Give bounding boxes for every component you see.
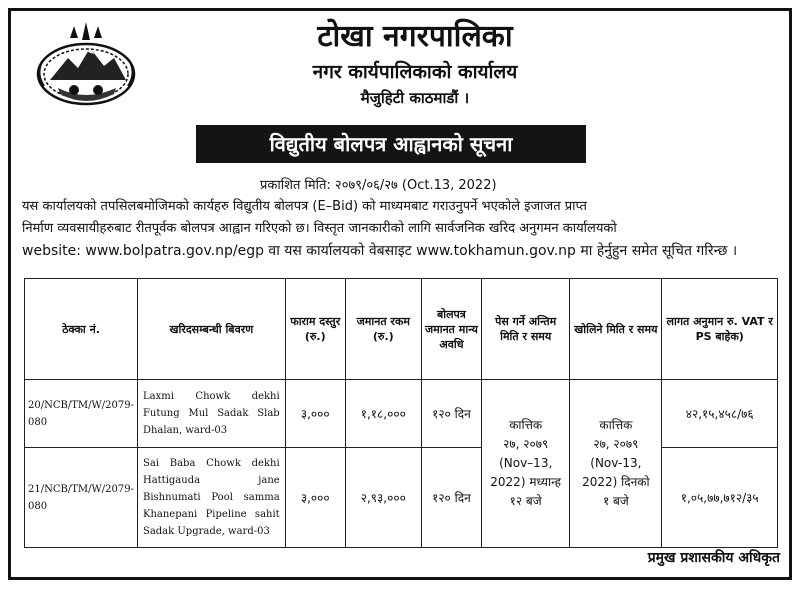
header-opening: खोलिने मिति र समय [570,279,662,380]
header-estimate: लागत अनुमान रु. VAT र PS बाहेक) [662,279,778,380]
nepal-government-emblem-icon [30,18,142,116]
opening-line: 2022) दिनको [582,475,650,489]
table-row [25,448,778,548]
cell-form-fee: ३,००० [285,448,345,548]
paragraph-line-3: website: www.bolpatra.gov.np/egp वा यस कार्यालयको वेबसाइट www.tokhamun.gov.np मा हेर्नुहुन समेत सूचित गरिन्छ । [22,243,738,259]
table-header-row [25,279,778,380]
municipality-title: टोखा नगरपालिका [317,19,513,54]
cell-deposit: २,९३,००० [345,448,421,548]
header-submission: पेस गर्ने अन्तिम मिति र समय [482,279,570,380]
cell-form-fee: ३,००० [285,380,345,448]
paragraph-line-1: यस कार्यालयको तपसिलबमोजिमको कार्यहरु विद्युतीय बोलपत्र (E–Bid) को माध्यमबाट गराउनुपर्ने भएकोले इजाजत प्राप्त [22,199,587,214]
notice-paragraph [22,196,782,262]
header-contract-no: ठेक्का नं. [25,279,138,380]
cell-contract-no: 21/NCB/TM/W/2079-080 [25,448,138,548]
published-date: प्रकाशित मिति: २०७९/०६/२७ (Oct.13, 2022) [260,178,497,193]
header-description: खरिदसम्बन्धी बिवरण [137,279,285,380]
tender-table [24,278,778,548]
header-form-fee: फाराम दस्तुर (रु.) [285,279,345,380]
notice-banner: विद्युतीय बोलपत्र आह्वानको सूचना [196,125,586,163]
cell-submission [482,380,570,548]
cell-description: Laxmi Chowk dekhi Futung Mul Sadak Slab Dhalan, ward-03 [137,380,285,448]
cell-validity: १२० दिन [421,380,481,448]
cell-contract-no: 20/NCB/TM/W/2079-080 [25,380,138,448]
submission-line: (Nov–13, [499,456,553,470]
header-deposit: जमानत रकम (रु.) [345,279,421,380]
cell-validity: १२० दिन [421,448,481,548]
cell-opening [570,380,662,548]
paragraph-line-2: निर्माण व्यवसायीहरुबाट रीतपूर्वक बोलपत्र आह्वान गरिएको छ। विस्तृत जानकारीको लागि सार्वजनिक खरिद अनुगमन कार्यालयको [22,221,617,236]
opening-line: १ बजे [602,494,629,508]
signatory-title: प्रमुख प्रशासकीय अधिकृत [647,550,780,566]
table-row [25,380,778,448]
submission-line: २७, २०७९ [503,437,549,451]
opening-line: कात्तिक [599,418,633,432]
office-subtitle: नगर कार्यपालिकाको कार्यालय [312,61,518,83]
opening-line: (Nov-13, [590,456,642,470]
submission-line: 2022) मध्यान्ह [490,475,562,489]
submission-line: १२ बजे [509,494,542,508]
header-validity: बोलपत्र जमानत मान्य अवधि [421,279,481,380]
opening-line: २७, २०७९ [593,437,639,451]
cell-estimate: ४२,१५,४५८/७६ [662,380,778,448]
cell-description: Sai Baba Chowk dekhi Hattigauda jane Bishnumati Pool samma Khanepani Pipeline sahit Sadak Upgrade, ward-03 [137,448,285,548]
cell-deposit: १,१८,००० [345,380,421,448]
submission-line: कात्तिक [509,418,543,432]
office-address: मैजुहिटी काठमाडौं । [360,89,470,107]
cell-estimate: १,०५,७७,७१२/३५ [662,448,778,548]
